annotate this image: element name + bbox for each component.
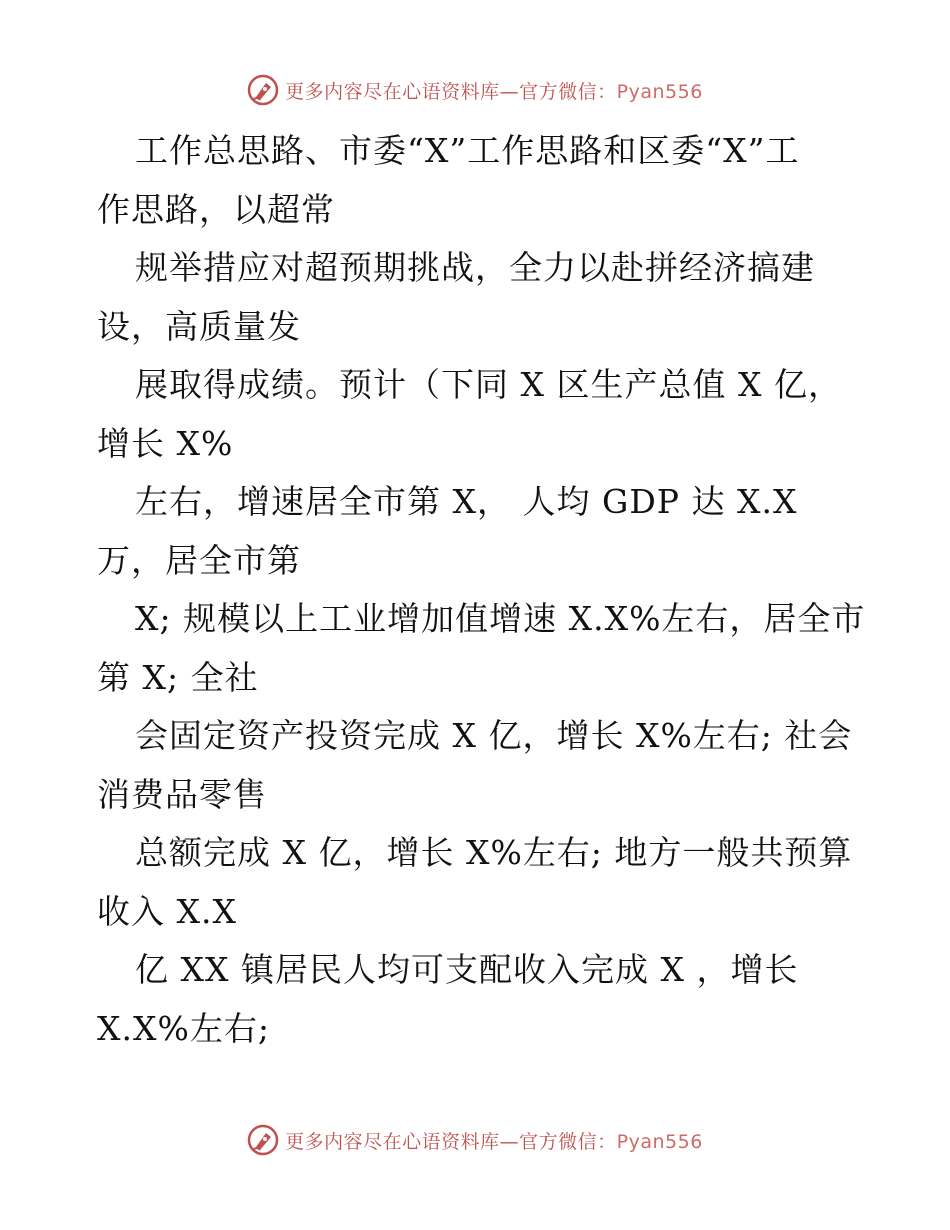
pen-nib-logo-icon — [247, 74, 279, 106]
body-line: 亿 XX 镇居民人均可支配收入完成 X ，增长 — [135, 950, 799, 989]
body-line: 第 X; 全社 — [97, 657, 259, 697]
body-line: 设，高质量发 — [97, 306, 301, 346]
document-body — [97, 122, 867, 1058]
header-banner-text — [285, 77, 703, 104]
body-line: 消费品零售 — [97, 774, 267, 814]
body-line: 增长 X% — [97, 423, 234, 463]
body-line: 作思路，以超常 — [97, 189, 335, 229]
header-banner-label: 更多内容尽在心语资料库—官方微信： — [285, 80, 617, 103]
header-banner — [0, 70, 950, 110]
body-line: 展取得成绩。预计（下同 X 区生产总值 X 亿， — [135, 365, 842, 404]
body-line: 总额完成 X 亿，增长 X%左右; 地方一般共预算 — [135, 833, 853, 872]
footer-banner-text — [285, 1127, 703, 1154]
footer-banner — [0, 1120, 950, 1160]
body-line: 收入 X.X — [97, 891, 237, 931]
footer-banner-handle: Pyan556 — [616, 1130, 703, 1153]
body-line: 万，居全市第 — [97, 540, 301, 580]
body-line: 规举措应对超预期挑战，全力以赴拼经济搞建 — [135, 248, 815, 287]
footer-banner-label: 更多内容尽在心语资料库—官方微信： — [285, 1130, 617, 1153]
body-line: 工作总思路、市委“X”工作思路和区委“X”工 — [135, 131, 800, 170]
body-line: X.X%左右; — [97, 1008, 270, 1048]
pen-nib-logo-icon — [247, 1124, 279, 1156]
header-banner-handle: Pyan556 — [616, 80, 703, 103]
body-line: 左右，增速居全市第 X， 人均 GDP 达 X.X — [135, 482, 798, 521]
body-line: 会固定资产投资完成 X 亿，增长 X%左右; 社会 — [135, 716, 853, 755]
body-line: X; 规模以上工业增加值增速 X.X%左右，居全市 — [135, 599, 866, 638]
